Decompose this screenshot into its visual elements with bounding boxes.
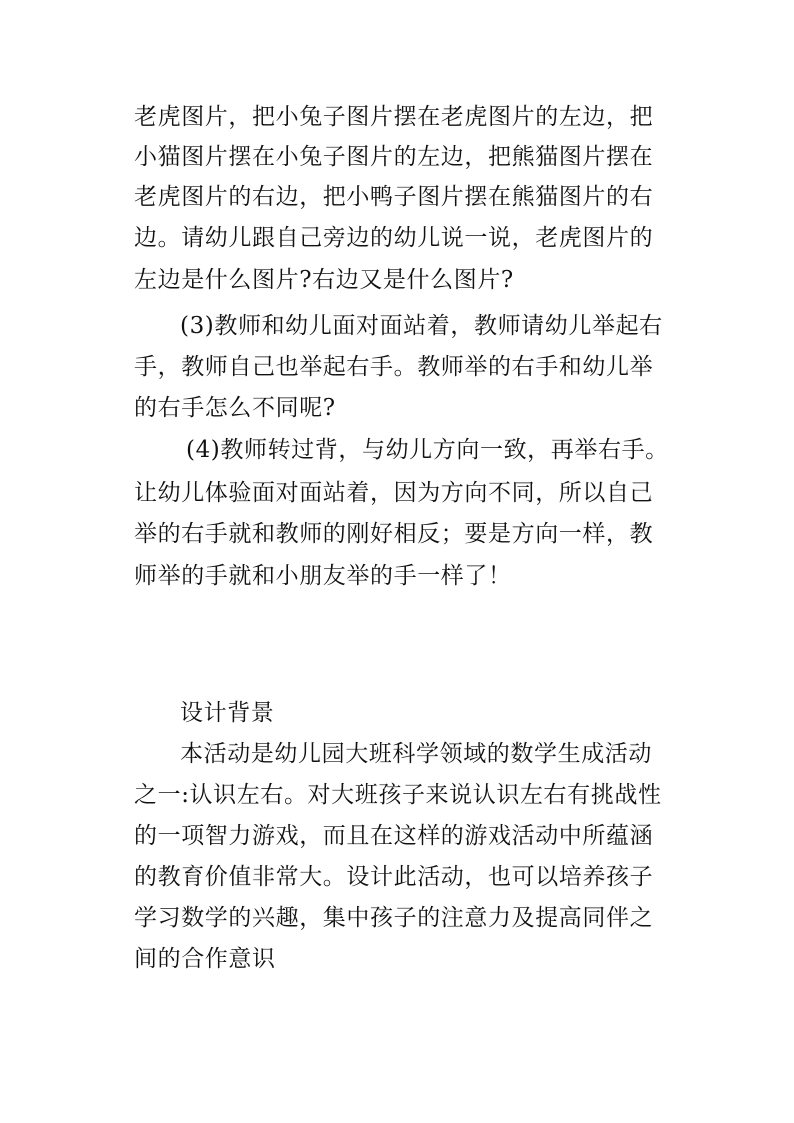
paragraph-line: 老虎图片的右边，把小鸭子图片摆在熊猫图片的右: [134, 184, 654, 210]
paragraph-line: 老虎图片，把小兔子图片摆在老虎图片的左边，把: [134, 104, 654, 130]
background-line: 的一项智力游戏，而且在这样的游戏活动中所蕴涵: [134, 823, 654, 849]
section-heading: 设计背景: [180, 700, 275, 726]
background-line: 之一:认识左右。对大班孩子来说认识左右有挑战性: [134, 782, 662, 808]
step-3-line: 的右手怎么不同呢?: [134, 395, 336, 421]
background-line: 本活动是幼儿园大班科学领域的数学生成活动: [180, 741, 652, 767]
background-line: 的教育价值非常大。设计此活动，也可以培养孩子: [134, 864, 654, 890]
step-3-line: (3)教师和幼儿面对面站着，教师请幼儿举起右: [180, 313, 663, 339]
paragraph-line: 左边是什么图片?右边又是什么图片?: [134, 267, 514, 293]
background-line: 学习数学的兴趣，集中孩子的注意力及提高同伴之: [134, 905, 654, 931]
paragraph-line: 边。请幼儿跟自己旁边的幼儿说一说，老虎图片的: [134, 225, 654, 251]
step-3-line: 手，教师自己也举起右手。教师举的右手和幼儿举: [134, 354, 654, 380]
step-4-line: 师举的手就和小朋友举的手一样了！: [134, 563, 512, 589]
step-4-line: 举的右手就和教师的刚好相反；要是方向一样，教: [134, 521, 654, 547]
step-4-line: 让幼儿体验面对面站着，因为方向不同，所以自己: [134, 480, 654, 506]
background-line: 间的合作意识: [134, 946, 276, 972]
paragraph-line: 小猫图片摆在小兔子图片的左边，把熊猫图片摆在: [134, 144, 654, 170]
step-4-line: (4)教师转过背，与幼儿方向一致，再举右手。: [186, 437, 669, 463]
